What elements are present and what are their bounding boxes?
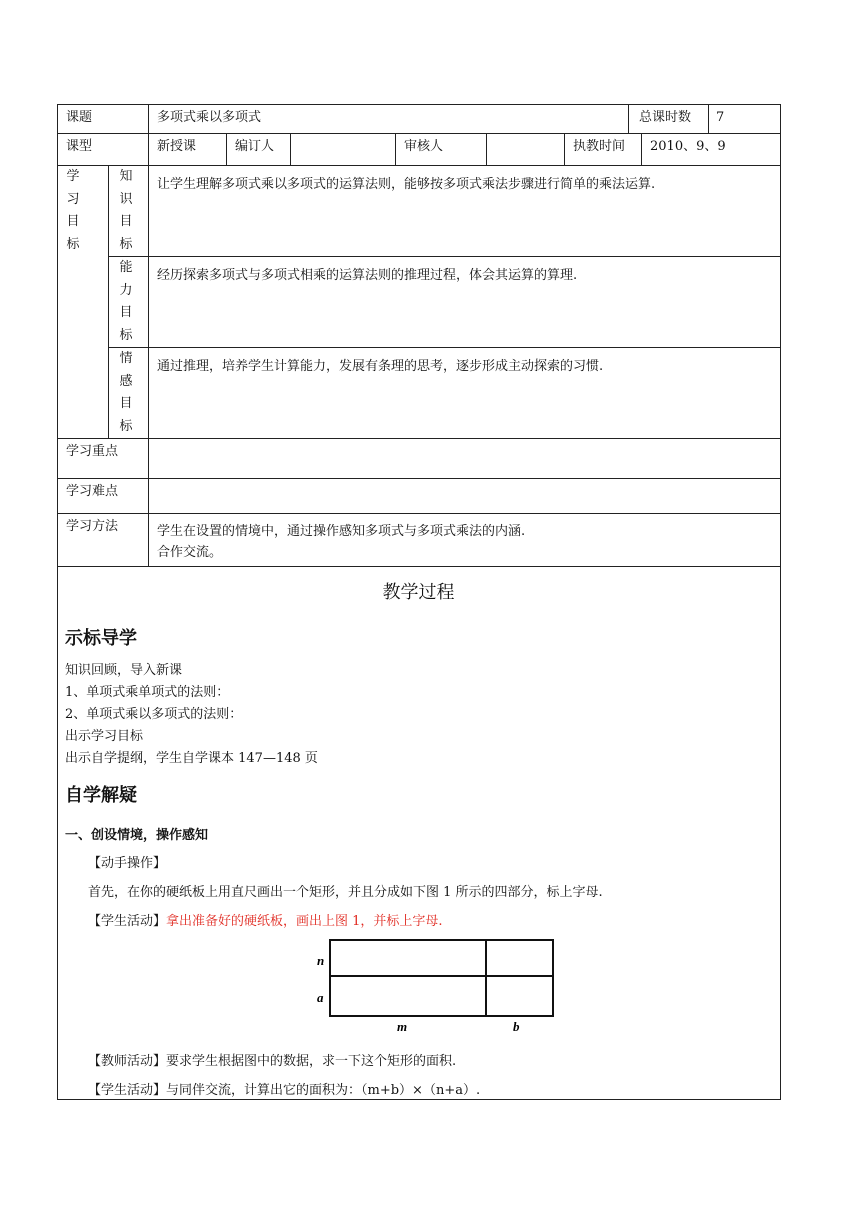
section-title-guide: 示标导学: [65, 628, 137, 649]
figure-label-b: b: [513, 1019, 520, 1034]
method-line-2: 合作交流。: [157, 545, 223, 560]
total-hours-label: 总课时数: [639, 110, 692, 125]
student-activity-label: 【学生活动】: [88, 914, 167, 929]
process-title: 教学过程: [382, 582, 455, 603]
label-char: 感: [119, 373, 133, 389]
method-label: 学习方法: [66, 519, 119, 534]
figure-label-m: m: [397, 1019, 408, 1034]
figure-label-a: a: [317, 990, 324, 1005]
review-line: 1、单项式乘单项式的法则：: [65, 685, 230, 700]
label-char: 能: [119, 260, 133, 275]
teacher-activity-label: 【教师活动】: [88, 1054, 167, 1069]
group-label-char: 标: [66, 236, 80, 252]
subsection-title: 一、创设情境，操作感知: [65, 828, 209, 843]
figure-outer-rect: [330, 940, 553, 1016]
label-char: 标: [119, 236, 133, 252]
method-line-1: 学生在设置的情境中，通过操作感知多项式与多项式乘法的内涵.: [157, 524, 526, 539]
hands-on-label: 【动手操作】: [88, 856, 167, 871]
teacher-activity-text: 要求学生根据图中的数据，求一下这个矩形的面积.: [166, 1054, 457, 1069]
difficulty-label: 学习难点: [66, 484, 119, 499]
label-char: 目: [119, 396, 133, 411]
editor-label: 编订人: [235, 139, 275, 154]
rectangle-figure: [310, 935, 560, 1035]
student-activity-1: [88, 910, 443, 929]
group-label-char: 目: [66, 214, 80, 229]
emotion-objective-label: [118, 348, 134, 438]
review-line: 知识回顾，导入新课: [65, 663, 183, 678]
type-label: 课型: [66, 139, 93, 154]
section-title-self-study: 自学解疑: [65, 785, 137, 806]
total-hours-value: 7: [716, 110, 725, 125]
teacher-activity: [88, 1050, 456, 1069]
student-activity-text: 与同伴交流，计算出它的面积为：（m+b）×（n+a）.: [166, 1083, 481, 1098]
reviewer-label: 审核人: [404, 139, 444, 154]
emotion-objective-text: 通过推理，培养学生计算能力，发展有条理的思考，逐步形成主动探索的习惯.: [157, 359, 604, 374]
label-char: 标: [119, 418, 133, 434]
ability-objective-label: [118, 257, 134, 347]
student-activity-label: 【学生活动】: [88, 1083, 167, 1098]
type-value: 新授课: [157, 139, 197, 154]
focus-label: 学习重点: [66, 444, 119, 459]
group-label-char: 学: [66, 169, 80, 184]
group-label-char: 习: [66, 191, 80, 207]
student-activity-text: 拿出准备好的硬纸板，画出上图 1，并标上字母.: [166, 914, 443, 929]
hands-on-text: 首先，在你的硬纸板上用直尺画出一个矩形，并且分成如下图 1 所示的四部分，标上字母.: [88, 885, 603, 900]
label-char: 情: [119, 351, 133, 366]
topic-value: 多项式乘以多项式: [157, 110, 262, 125]
student-activity-2: [88, 1079, 480, 1098]
knowledge-objective-text: 让学生理解多项式乘以多项式的运算法则，能够按多项式乘法步骤进行简单的乘法运算.: [157, 177, 656, 192]
review-line: 出示学习目标: [65, 729, 144, 744]
label-char: 目: [119, 214, 133, 229]
knowledge-objective-label: [118, 166, 134, 256]
label-char: 识: [119, 191, 133, 207]
review-line: 出示自学提纲，学生自学课本 147—148 页: [65, 751, 318, 766]
ability-objective-text: 经历探索多项式与多项式相乘的运算法则的推理过程，体会其运算的算理.: [157, 268, 578, 283]
label-char: 力: [119, 282, 133, 298]
time-value: 2010、9、9: [650, 139, 726, 154]
figure-label-n: n: [317, 953, 325, 968]
review-line: 2、单项式乘以多项式的法则：: [65, 707, 243, 722]
label-char: 知: [119, 169, 133, 184]
topic-label: 课题: [66, 110, 93, 125]
time-label: 执教时间: [573, 139, 626, 154]
label-char: 标: [119, 327, 133, 343]
label-char: 目: [119, 305, 133, 320]
objectives-group-label: [65, 166, 81, 256]
